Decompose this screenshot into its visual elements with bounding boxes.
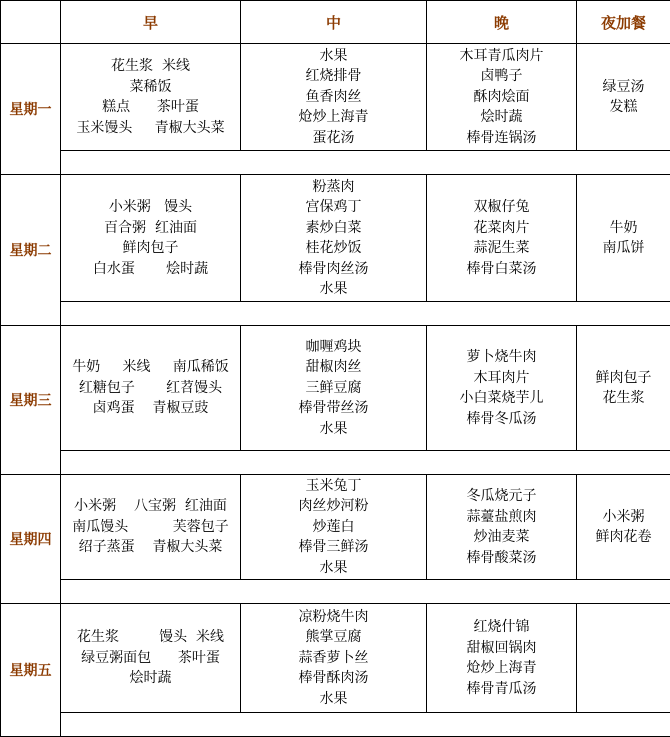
day-label: 星期二: [1, 175, 61, 326]
menu-item: 水果: [241, 689, 426, 710]
spacer-cell: [61, 451, 670, 475]
menu-item: 木耳肉片: [427, 368, 576, 389]
spacer-row: [1, 151, 670, 175]
menu-item: 红烧什锦: [427, 617, 576, 638]
menu-item: 棒骨酥肉汤: [241, 668, 426, 689]
menu-item: 绿豆粥面包 茶叶蛋: [61, 648, 240, 669]
lunch-cell: [241, 604, 427, 713]
day-label: 星期五: [1, 604, 61, 737]
menu-item: 水果: [241, 558, 426, 579]
menu-item: 双椒仔兔: [427, 197, 576, 218]
header-corner: [1, 1, 61, 44]
menu-item: 红烧排骨: [241, 66, 426, 87]
menu-item: 糕点 茶叶蛋: [61, 97, 240, 118]
menu-item: 鲜肉包子: [577, 368, 670, 389]
menu-item: 卤鸭子: [427, 66, 576, 87]
lunch-cell: [241, 175, 427, 302]
night-snack-cell: [577, 604, 670, 713]
menu-item: 素炒白菜: [241, 218, 426, 239]
menu-item: 棒骨白菜汤: [427, 259, 576, 280]
menu-item: 炒油麦菜: [427, 527, 576, 548]
menu-item: 白水蛋 烩时蔬: [61, 259, 240, 280]
night-snack-cell: [577, 475, 670, 580]
lunch-cell: [241, 326, 427, 451]
menu-item: 棒骨肉丝汤: [241, 259, 426, 280]
menu-item: 菜稀饭: [61, 77, 240, 98]
breakfast-cell: [61, 44, 241, 151]
day-row: [1, 326, 670, 451]
header-lunch: 中: [241, 1, 427, 44]
menu-item: 棒骨三鲜汤: [241, 537, 426, 558]
day-row: [1, 475, 670, 580]
breakfast-cell: [61, 175, 241, 302]
menu-item: 炝炒上海青: [241, 107, 426, 128]
menu-item: 棒骨青瓜汤: [427, 679, 576, 700]
menu-item: 甜椒回锅肉: [427, 638, 576, 659]
menu-item: 南瓜馒头 芙蓉包子: [61, 517, 240, 538]
menu-item: 牛奶 米线 南瓜稀饭: [61, 357, 240, 378]
menu-item: 粉蒸肉: [241, 177, 426, 198]
menu-item: 水果: [241, 279, 426, 300]
header-row: [1, 1, 670, 44]
menu-item: 花生浆 米线: [61, 56, 240, 77]
dinner-cell: [427, 326, 577, 451]
menu-item: 凉粉烧牛肉: [241, 607, 426, 628]
menu-item: 发糕: [577, 97, 670, 118]
menu-item: 红糖包子 红苕馒头: [61, 378, 240, 399]
menu-item: 炒莲白: [241, 517, 426, 538]
menu-item: 宫保鸡丁: [241, 197, 426, 218]
menu-item: 鱼香肉丝: [241, 87, 426, 108]
menu-item: 蒜薹盐煎肉: [427, 507, 576, 528]
day-label: 星期一: [1, 44, 61, 175]
menu-item: 百合粥 红油面: [61, 218, 240, 239]
menu-item: 小白菜烧芋儿: [427, 388, 576, 409]
night-snack-cell: [577, 44, 670, 151]
day-row: [1, 44, 670, 151]
menu-item: 肉丝炒河粉: [241, 496, 426, 517]
menu-item: 蒜泥生菜: [427, 238, 576, 259]
spacer-cell: [61, 580, 670, 604]
spacer-cell: [61, 713, 670, 737]
menu-item: 绿豆汤: [577, 77, 670, 98]
menu-item: 卤鸡蛋 青椒豆豉: [61, 398, 240, 419]
spacer-cell: [61, 151, 670, 175]
spacer-row: [1, 302, 670, 326]
menu-item: 棒骨冬瓜汤: [427, 409, 576, 430]
menu-item: 玉米馒头 青椒大头菜: [61, 118, 240, 139]
menu-item: 小米粥 馒头: [61, 197, 240, 218]
menu-item: 蒜香萝卜丝: [241, 648, 426, 669]
menu-item: 绍子蒸蛋 青椒大头菜: [61, 537, 240, 558]
menu-item: 桂花炒饭: [241, 238, 426, 259]
spacer-cell: [61, 302, 670, 326]
menu-item: 冬瓜烧元子: [427, 486, 576, 507]
dinner-cell: [427, 175, 577, 302]
lunch-cell: [241, 475, 427, 580]
menu-item: 木耳青瓜肉片: [427, 46, 576, 67]
menu-item: 牛奶: [577, 218, 670, 239]
menu-item: 咖喱鸡块: [241, 337, 426, 358]
dinner-cell: [427, 475, 577, 580]
menu-item: 萝卜烧牛肉: [427, 347, 576, 368]
menu-item: 三鲜豆腐: [241, 378, 426, 399]
dinner-cell: [427, 44, 577, 151]
day-label: 星期三: [1, 326, 61, 475]
menu-item: 小米粥: [577, 507, 670, 528]
header-night-snack: 夜加餐: [577, 1, 670, 44]
spacer-row: [1, 451, 670, 475]
header-breakfast: 早: [61, 1, 241, 44]
spacer-row: [1, 580, 670, 604]
menu-item: 鲜肉花卷: [577, 527, 670, 548]
menu-item: 棒骨带丝汤: [241, 398, 426, 419]
spacer-row: [1, 713, 670, 737]
menu-item: 花菜肉片: [427, 218, 576, 239]
breakfast-cell: [61, 604, 241, 713]
lunch-cell: [241, 44, 427, 151]
day-label: 星期四: [1, 475, 61, 604]
menu-item: 烩时蔬: [61, 668, 240, 689]
menu-item: 棒骨连锅汤: [427, 128, 576, 149]
menu-item: 熊掌豆腐: [241, 627, 426, 648]
menu-item: 炝炒上海青: [427, 658, 576, 679]
breakfast-cell: [61, 326, 241, 451]
menu-item: 蛋花汤: [241, 128, 426, 149]
day-row: [1, 175, 670, 302]
menu-item: 小米粥 八宝粥 红油面: [61, 496, 240, 517]
menu-item: 水果: [241, 46, 426, 67]
menu-item: 花生浆 馒头 米线: [61, 627, 240, 648]
day-row: [1, 604, 670, 713]
menu-item: 甜椒肉丝: [241, 357, 426, 378]
header-dinner: 晚: [427, 1, 577, 44]
menu-item: 鲜肉包子: [61, 238, 240, 259]
dinner-cell: [427, 604, 577, 713]
breakfast-cell: [61, 475, 241, 580]
menu-item: 南瓜饼: [577, 238, 670, 259]
night-snack-cell: [577, 326, 670, 451]
night-snack-cell: [577, 175, 670, 302]
menu-item: 玉米兔丁: [241, 476, 426, 497]
menu-item: 花生浆: [577, 388, 670, 409]
menu-item: 水果: [241, 419, 426, 440]
menu-item: 烩时蔬: [427, 107, 576, 128]
menu-item: 酥肉烩面: [427, 87, 576, 108]
menu-item: 棒骨酸菜汤: [427, 548, 576, 569]
